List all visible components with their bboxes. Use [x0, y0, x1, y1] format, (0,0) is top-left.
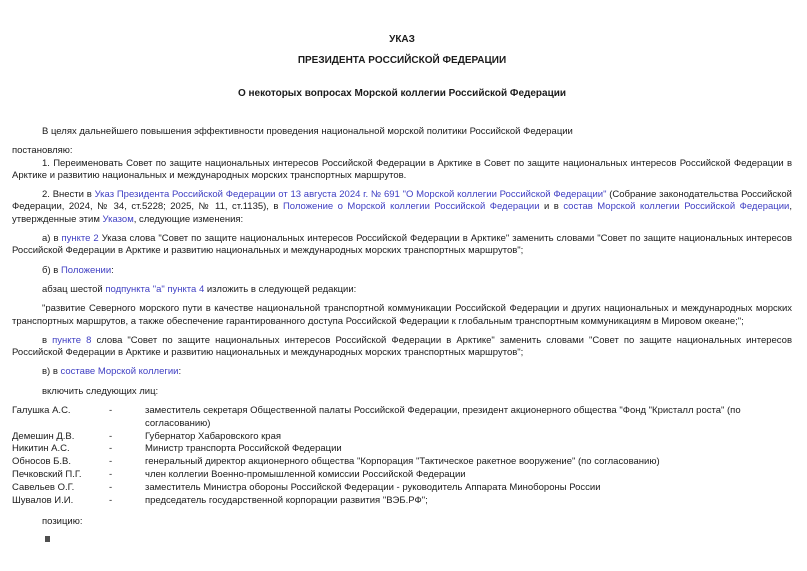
- document-link[interactable]: пункте 8: [52, 334, 92, 346]
- member-name: Обносов Б.В.: [12, 456, 72, 468]
- paragraph: [12, 366, 792, 378]
- document-link[interactable]: Указом: [102, 213, 134, 225]
- document-link[interactable]: пункте 2: [61, 233, 99, 245]
- text-segment: изложить в следующей редакции:: [204, 283, 357, 295]
- member-row: [12, 443, 792, 456]
- text-segment: абзац шестой: [42, 283, 106, 295]
- member-role: генеральный директор акционерного общества "Корпорация "Тактическое ракетное вооружение" (по согласованию): [145, 456, 660, 468]
- text-segment: (Собрание законодательства Российской Федерации, 2024, № 34, ст.5228; 2025, № 11, ст.1135), в: [12, 189, 792, 213]
- member-name: Галушка А.С.: [12, 405, 71, 417]
- dash: -: [109, 443, 113, 455]
- text-segment: включить следующих лиц:: [42, 385, 159, 397]
- paragraph: [12, 284, 792, 296]
- member-row: [12, 482, 792, 495]
- position-label-paragraph: позицию:: [42, 516, 83, 528]
- member-role: Губернатор Хабаровского края: [145, 430, 282, 442]
- text-segment: слова "Совет по защите национальных интересов Российской Федерации в Арктике" заменить словами "Совет по защите национальных интересов Российской Федерации в Арктике и развитию национальных и международных морских транспортных маршрутов";: [12, 334, 792, 359]
- paragraph: [12, 145, 792, 157]
- text-segment: в) в: [42, 366, 61, 378]
- member-name: Савельев О.Г.: [12, 481, 75, 493]
- paragraph: [12, 265, 792, 277]
- paragraph: [12, 158, 792, 183]
- paragraph: [12, 386, 792, 398]
- paragraph: [12, 126, 792, 138]
- member-row: [12, 495, 792, 508]
- dash: -: [109, 494, 113, 506]
- text-segment: постановляю:: [12, 145, 73, 157]
- paragraph: [12, 189, 792, 226]
- members-table-body: [12, 405, 792, 507]
- member-role: заместитель секретаря Общественной палаты Российской Федерации, президент акционерного общества "Фонд "Кристалл роста" (по согласованию): [145, 405, 741, 429]
- member-name: Демешин Д.В.: [12, 430, 75, 442]
- document-paragraphs: [12, 126, 792, 398]
- placeholder-glyph: [45, 536, 50, 542]
- text-segment: 1. Переименовать Совет по защите национальных интересов Российской Федерации в Арктике в Совет по защите национальных интересов Российской Федерации в Арктике и развитию национальных и международных морских транспортных маршрутов.: [12, 157, 792, 181]
- document-link[interactable]: Указ Президента Российской Федерации от 13 августа 2024 г. № 691 "О Морской коллегии Российской Федерации": [94, 189, 607, 201]
- text-segment: а) в: [42, 233, 62, 245]
- document-type-title: УКАЗ: [389, 34, 415, 45]
- document-subject-title: О некоторых вопросах Морской коллегии Российской Федерации: [237, 88, 567, 99]
- document-issuer-title: ПРЕЗИДЕНТА РОССИЙСКОЙ ФЕДЕРАЦИИ: [297, 55, 507, 66]
- text-segment: "развитие Северного морского пути в качестве национальной транспортной коммуникации Российской Федерации и других национальных и международных морских транспортных маршрутов, а также обеспечение гарантированного доступа Российской Федерации к глобальным транспортным коммуникациям в Мировом океане;";: [12, 303, 792, 327]
- member-name: Печковский П.Г.: [12, 469, 82, 481]
- document-link[interactable]: подпункта "а" пункта 4: [105, 283, 205, 295]
- member-row: [12, 469, 792, 482]
- dash: -: [109, 430, 113, 442]
- member-name: Никитин А.С.: [12, 443, 70, 455]
- text-segment: 2. Внести в: [42, 189, 95, 201]
- document-link[interactable]: Положении: [60, 264, 112, 276]
- paragraph: [12, 233, 792, 258]
- member-role: председатель государственной корпорации развития "ВЭБ.РФ";: [145, 494, 428, 506]
- text-segment: б) в: [42, 264, 61, 276]
- dash: -: [109, 456, 113, 468]
- member-row: [12, 405, 792, 431]
- member-row: [12, 456, 792, 469]
- text-segment: в: [42, 334, 53, 346]
- document-link[interactable]: Положение о Морской коллегии Российской Федерации: [282, 201, 540, 213]
- member-role: Министр транспорта Российской Федерации: [145, 443, 342, 455]
- member-role: член коллегии Военно-промышленной комиссии Российской Федерации: [145, 469, 466, 481]
- text-segment: :: [111, 264, 114, 276]
- members-table: [12, 405, 792, 507]
- dash: -: [109, 469, 113, 481]
- text-segment: Указа слова "Совет по защите национальных интересов Российской Федерации в Арктике" заменить словами "Совет по защите национальных интересов Российской Федерации в Арктике и развитию национальных и международных морских транспортных маршрутов";: [12, 233, 792, 257]
- document-link[interactable]: составе Морской коллегии: [60, 366, 179, 378]
- text-segment: В целях дальнейшего повышения эффективности проведения национальной морской политики Российской Федерации: [42, 126, 573, 137]
- dash: -: [109, 405, 113, 417]
- member-name: Шувалов И.И.: [12, 494, 74, 506]
- paragraph: [12, 303, 792, 328]
- text-segment: , следующие изменения:: [133, 213, 244, 225]
- text-segment: и в: [539, 201, 564, 213]
- text-segment: , утвержденные этим: [12, 201, 793, 225]
- paragraph: [12, 335, 792, 360]
- dash: -: [109, 481, 113, 493]
- member-row: [12, 431, 792, 444]
- text-segment: :: [178, 366, 182, 378]
- member-role: заместитель Министра обороны Российской Федерации - руководитель Аппарата Минобороны России: [145, 481, 601, 493]
- document-link[interactable]: состав Морской коллегии Российской Федерации: [563, 201, 790, 213]
